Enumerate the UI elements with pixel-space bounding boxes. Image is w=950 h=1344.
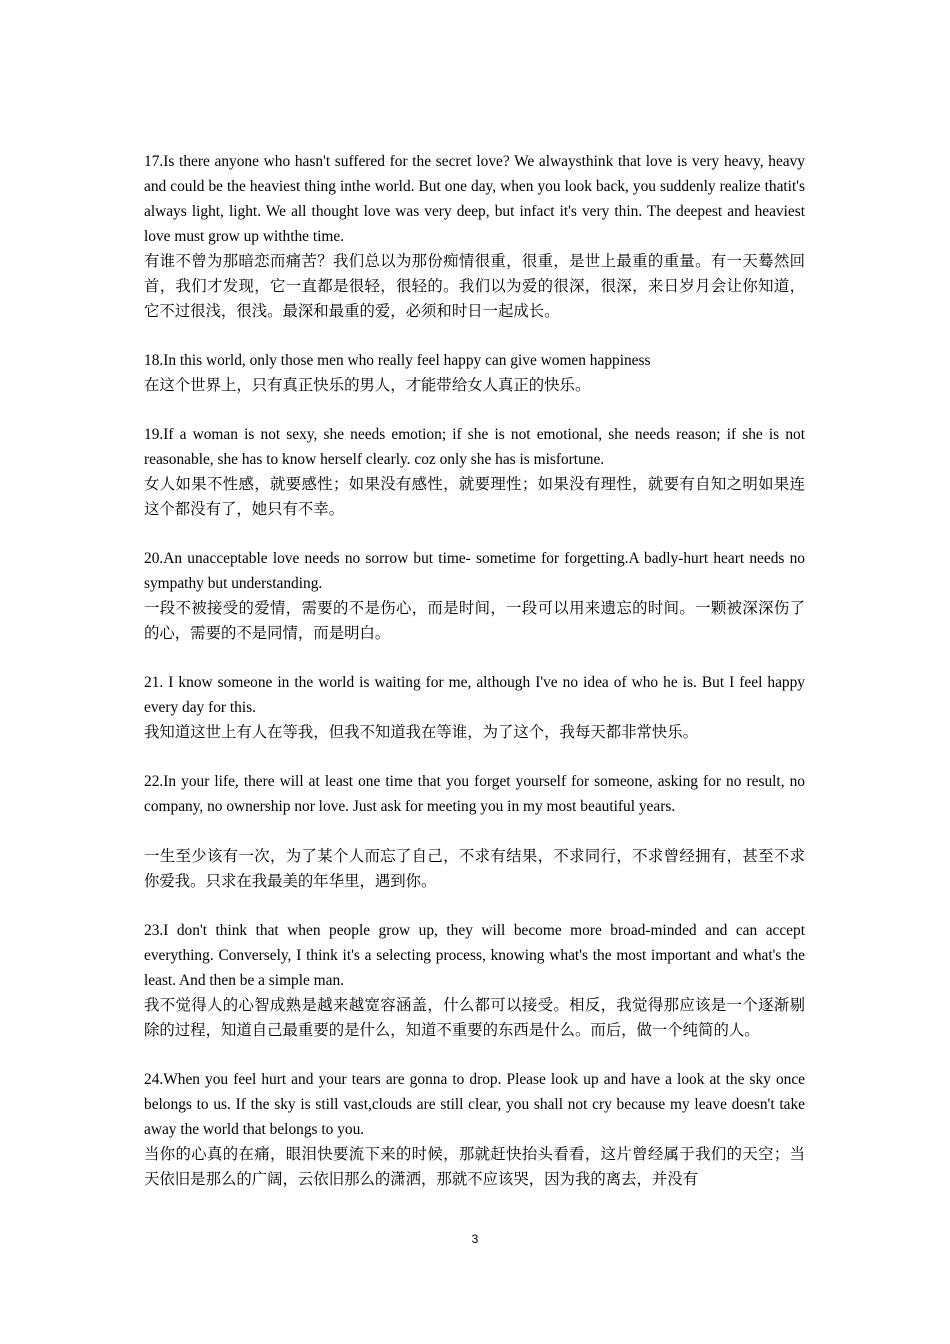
- chinese-text: 在这个世界上，只有真正快乐的男人，才能带给女人真正的快乐。: [144, 376, 591, 394]
- english-text: 21. I know someone in the world is waiting for me, although I've no idea of who he is. But I feel happy every day for this.: [144, 674, 805, 716]
- chinese-text: 我知道这世上有人在等我，但我不知道我在等谁，为了这个，我每天都非常快乐。: [144, 723, 699, 741]
- quote-entry-21: [144, 670, 805, 745]
- chinese-text: 女人如果不性感，就要感性；如果没有感性，就要理性；如果没有理性，就要有自知之明如果连这个都没有了，她只有不幸。: [144, 475, 805, 518]
- english-text: 23.I don't think that when people grow up, they will become more broad-minded and can accept everything. Conversely, I think it's a selecting process, knowing what's the most important and what's the least. And then be a simple man.: [144, 922, 805, 989]
- chinese-text: 一生至少该有一次，为了某个人而忘了自己，不求有结果，不求同行，不求曾经拥有，甚至不求你爱我。只求在我最美的年华里，遇到你。: [144, 847, 805, 890]
- quote-entry-23: [144, 918, 805, 1043]
- chinese-text: 当你的心真的在痛，眼泪快要流下来的时候，那就赶快抬头看看，这片曾经属于我们的天空；当天依旧是那么的广阔，云依旧那么的潇洒，那就不应该哭，因为我的离去，并没有: [144, 1145, 805, 1188]
- quote-entry-22: [144, 769, 805, 894]
- english-text: 22.In your life, there will at least one time that you forget yourself for someone, asking for no result, no company, no ownership nor love. Just ask for meeting you in my most beautiful years.: [144, 773, 805, 815]
- quote-entry-18: [144, 348, 805, 398]
- chinese-text: 有谁不曾为那暗恋而痛苦？我们总以为那份痴情很重，很重，是世上最重的重量。有一天蓦然回首，我们才发现，它一直都是很轻，很轻的。我们以为爱的很深，很深，来日岁月会让你知道，它不过很浅，很浅。最深和最重的爱，必须和时日一起成长。: [144, 252, 805, 320]
- english-text: 24.When you feel hurt and your tears are gonna to drop. Please look up and have a look at the sky once belongs to us. If the sky is still vast,clouds are still clear, you shall not cry because my leave doesn't take away the world that belongs to you.: [144, 1071, 805, 1138]
- quote-entry-20: [144, 546, 805, 646]
- page-number: 3: [471, 1232, 479, 1246]
- chinese-text: 我不觉得人的心智成熟是越来越宽容涵盖，什么都可以接受。相反，我觉得那应该是一个逐渐剔除的过程，知道自己最重要的是什么，知道不重要的东西是什么。而后，做一个纯简的人。: [144, 996, 805, 1039]
- english-text: 19.If a woman is not sexy, she needs emotion; if she is not emotional, she needs reason; if she is not reasonable, she has to know herself clearly. coz only she has is misfortune.: [144, 426, 805, 468]
- english-text: 17.Is there anyone who hasn't suffered for the secret love? We alwaysthink that love is very heavy, heavy and could be the heaviest thing inthe world. But one day, when you look back, you suddenly realize thatit's always light, light. We all thought love was very deep, but infact it's very thin. The deepest and heaviest love must grow up withthe time.: [144, 153, 805, 245]
- document-body: [144, 149, 805, 1216]
- english-text: 20.An unacceptable love needs no sorrow but time- sometime for forgetting.A badly-hurt heart needs no sympathy but understanding.: [144, 550, 805, 592]
- quote-entry-17: [144, 149, 805, 324]
- quote-entry-19: [144, 422, 805, 522]
- quote-entry-24: [144, 1067, 805, 1192]
- english-text: 18.In this world, only those men who really feel happy can give women happiness: [144, 352, 651, 369]
- chinese-text: 一段不被接受的爱情，需要的不是伤心，而是时间，一段可以用来遗忘的时间。一颗被深深伤了的心，需要的不是同情，而是明白。: [144, 599, 805, 642]
